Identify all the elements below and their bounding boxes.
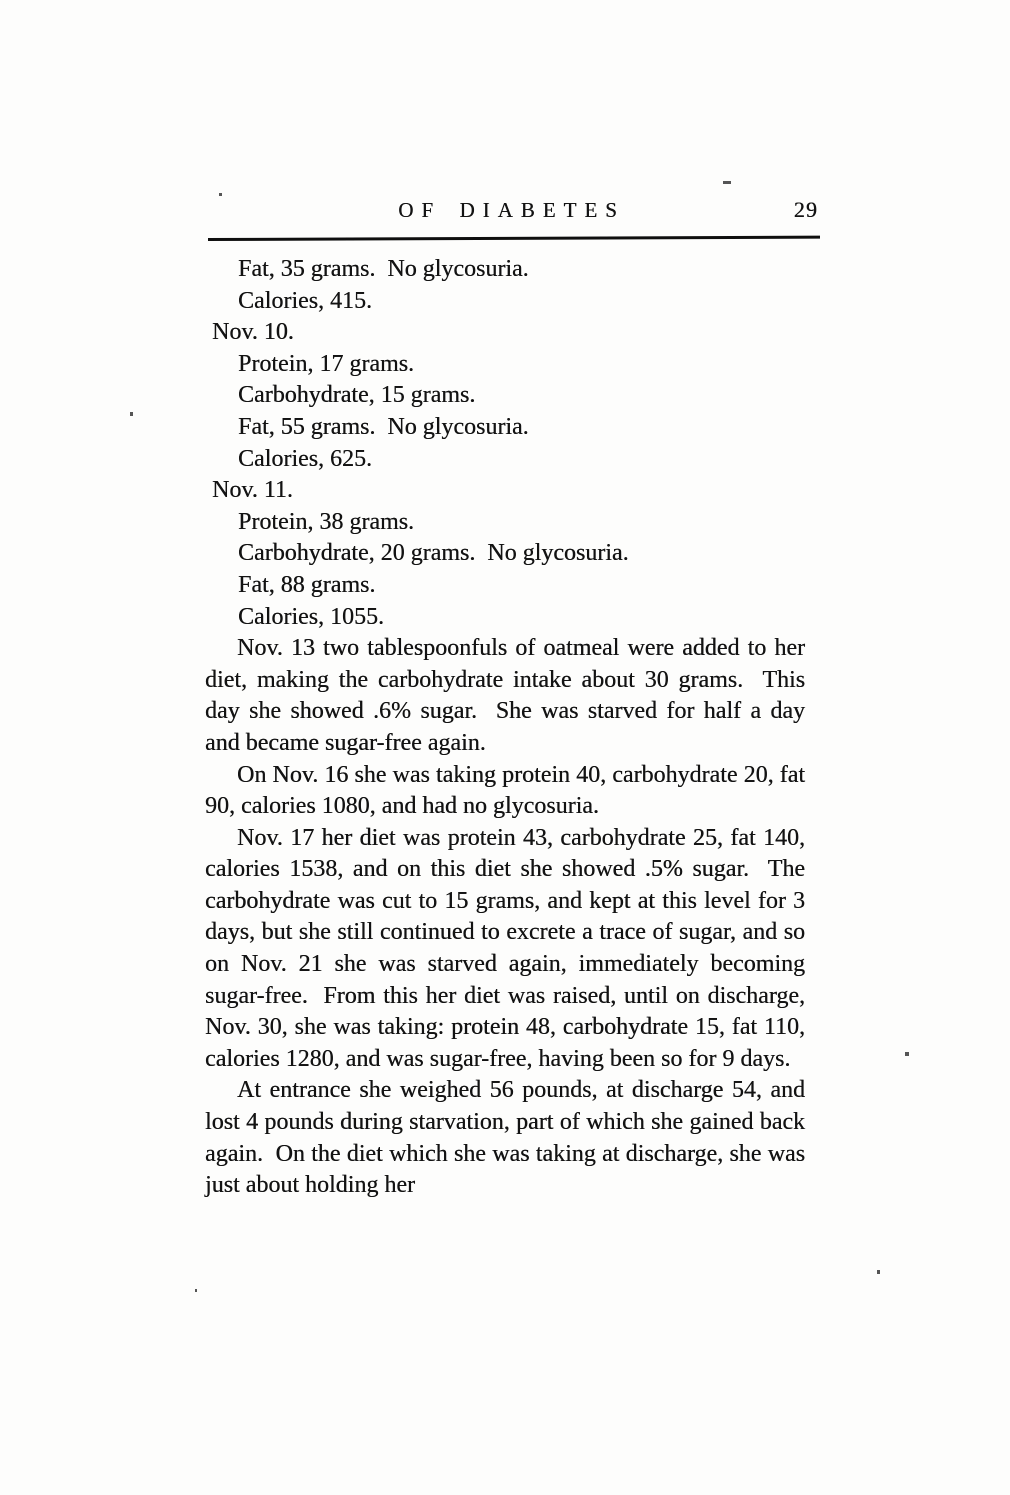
diet-date: Nov. 11. <box>212 477 293 504</box>
paragraph: On Nov. 16 she was taking protein 40, carbohydrate 20, fat 90, calories 1080, and had no glycosuria. <box>205 761 811 820</box>
scan-speck <box>130 412 133 416</box>
scan-speck <box>877 1270 880 1274</box>
paragraph: At entrance she weighed 56 pounds, at discharge 54, and lost 4 pounds during starvation, part of which she gained back again. On the diet which she was taking at discharge, she was just about holding her <box>205 1077 811 1199</box>
diet-item: Carbohydrate, 15 grams. <box>238 382 476 409</box>
paragraph: Nov. 13 two tablespoonfuls of oatmeal were added to her diet, making the carbohydrate intake about 30 grams. This day she showed .6% sugar. She was starved for half a day and became sugar-free again. <box>205 635 811 756</box>
scan-speck <box>195 1289 197 1292</box>
diet-item: Calories, 415. <box>238 287 372 314</box>
running-title: OF DIABETES <box>398 198 625 222</box>
scan-speck <box>723 181 731 184</box>
diet-date: Nov. 10. <box>212 319 294 346</box>
running-head <box>205 196 818 226</box>
header-rule <box>208 236 820 241</box>
page-number: 29 <box>793 197 818 222</box>
diet-item: Fat, 35 grams. No glycosuria. <box>238 256 529 282</box>
scan-speck <box>219 193 222 196</box>
diet-item: Protein, 38 grams. <box>238 508 414 535</box>
diet-item: Calories, 1055. <box>238 603 384 630</box>
paragraph: Nov. 17 her diet was protein 43, carbohydrate 25, fat 140, calories 1538, and on this diet she showed .5% sugar. The carbohydrate was cut to 15 grams, and kept at this level for 3 days, but she still continued to excrete a trace of sugar, and so on Nov. 21 she was starved again, immediately becoming sugar-free. From this her diet was raised, until on discharge, Nov. 30, she was taking: protein 48, carbohydrate 15, fat 110, calories 1280, and was sugar-free, having been so for 9 days. <box>205 824 811 1072</box>
diet-item: Fat, 88 grams. <box>238 571 376 598</box>
scan-speck <box>905 1052 909 1056</box>
diet-item: Carbohydrate, 20 grams. No glycosuria. <box>238 540 629 567</box>
diet-item: Fat, 55 grams. No glycosuria. <box>238 413 529 440</box>
diet-item: Calories, 625. <box>238 445 372 472</box>
diet-item: Protein, 17 grams. <box>238 350 414 377</box>
page-body <box>205 254 811 1202</box>
